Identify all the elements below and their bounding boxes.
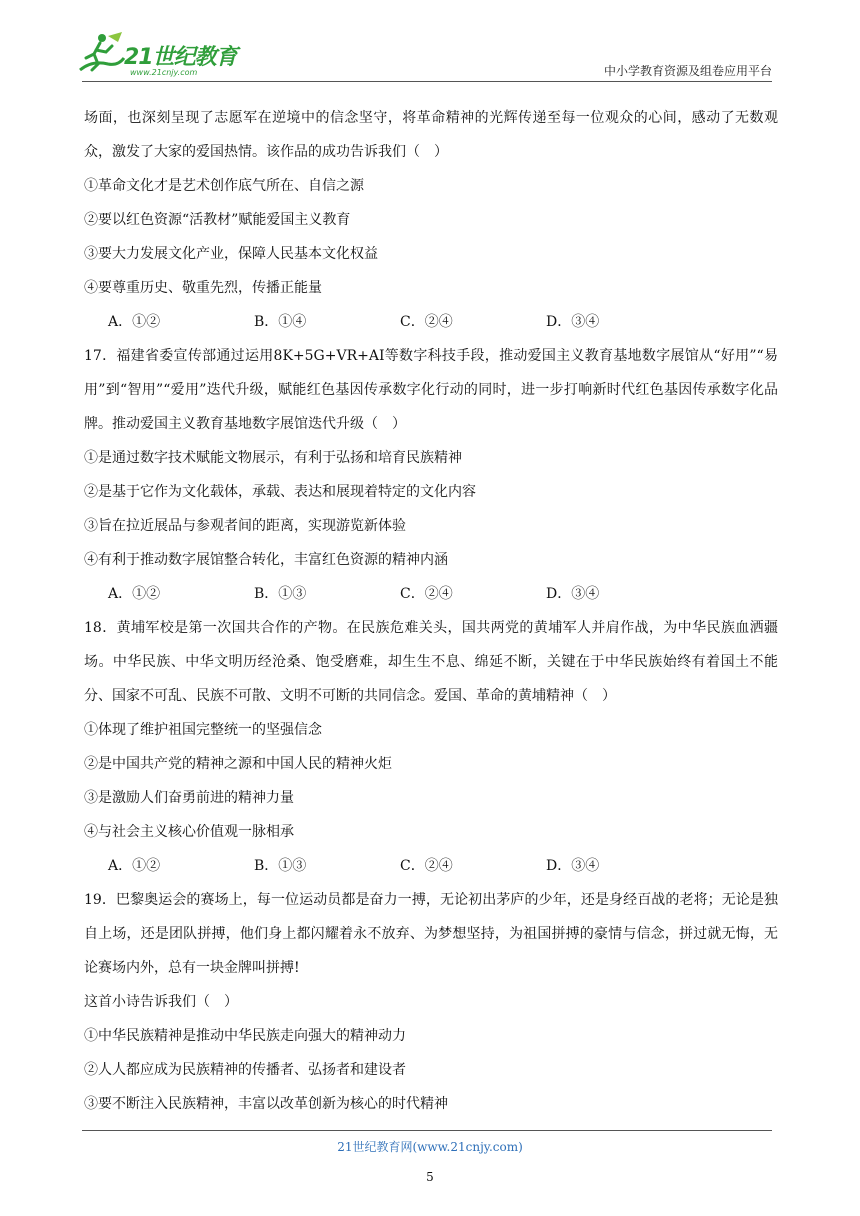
q18-option-c: C．②④ (400, 858, 453, 874)
page-number: 5 (426, 1170, 434, 1184)
q17-options (84, 577, 778, 611)
q18-option-a: A．①② (108, 858, 161, 874)
q18-item-3: ③是激励人们奋勇前进的精神力量 (84, 790, 294, 806)
q17-option-c: C．②④ (400, 586, 453, 602)
q17-item-4: ④有利于推动数字展馆整合转化，丰富红色资源的精神内涵 (84, 552, 448, 568)
q17-item-1: ①是通过数字技术赋能文物展示，有利于弘扬和培育民族精神 (84, 450, 462, 466)
q16-option-a: A．①② (108, 314, 161, 330)
q17-item-3: ③旨在拉近展品与参观者间的距离，实现游览新体验 (84, 518, 406, 534)
q16-option-c: C．②④ (400, 314, 453, 330)
logo-url: www.21cnjy.com (130, 68, 198, 77)
q18-item-4: ④与社会主义核心价值观一脉相承 (84, 824, 294, 840)
q17-option-d: D．③④ (546, 586, 600, 602)
q19-prompt: 这首小诗告诉我们（ ） (84, 994, 238, 1010)
q16-stem: 场面，也深刻呈现了志愿军在逆境中的信念坚守，将革命精神的光辉传递至每一位观众的心间，感动了无数观众，激发了大家的爱国热情。该作品的成功告诉我们（ ） (84, 110, 778, 160)
q19-item-1: ①中华民族精神是推动中华民族走向强大的精神动力 (84, 1028, 406, 1044)
q18-stem: 18．黄埔军校是第一次国共合作的产物。在民族危难关头，国共两党的黄埔军人并肩作战，为中华民族血洒疆场。中华民族、中华文明历经沧桑、饱受磨难，却生生不息、绵延不断，关键在于中华民族始终有着国土不能分、国家不可乱、民族不可散、文明不可断的共同信念。爱国、革命的黄埔精神（ ） (84, 620, 778, 704)
q16-option-d: D．③④ (546, 314, 600, 330)
runner-logo-icon (78, 30, 126, 76)
footer-site-link[interactable]: 21世纪教育网(www.21cnjy.com) (337, 1140, 523, 1154)
q18-item-2: ②是中国共产党的精神之源和中国人民的精神火炬 (84, 756, 392, 772)
site-logo (78, 30, 268, 78)
q18-option-b: B．①③ (254, 858, 307, 874)
page-header (0, 0, 860, 90)
q16-options (84, 305, 778, 339)
q17-option-a: A．①② (108, 586, 161, 602)
footer-divider (82, 1130, 772, 1131)
q17-item-2: ②是基于它作为文化载体，承载、表达和展现着特定的文化内容 (84, 484, 476, 500)
q16-item-4: ④要尊重历史、敬重先烈，传播正能量 (84, 280, 322, 296)
q16-item-2: ②要以红色资源“活教材”赋能爱国主义教育 (84, 212, 351, 228)
q18-option-d: D．③④ (546, 858, 600, 874)
q17-stem: 17．福建省委宣传部通过运用8K+5G+VR+AI等数字科技手段，推动爱国主义教育基地数字展馆从“好用”“易用”到“智用”“爱用”迭代升级，赋能红色基因传承数字化行动的同时，进一步打响新时代红色基因传承数字化品牌。推动爱国主义教育基地数字展馆迭代升级（ ） (84, 348, 778, 432)
q16-item-3: ③要大力发展文化产业，保障人民基本文化权益 (84, 246, 378, 262)
q19-stem: 19．巴黎奥运会的赛场上，每一位运动员都是奋力一搏，无论初出茅庐的少年，还是身经百战的老将；无论是独自上场，还是团队拼搏，他们身上都闪耀着永不放弃、为梦想坚持，为祖国拼搏的豪情与信念，拼过就无悔，无论赛场内外，总有一块金牌叫拼搏! (84, 892, 778, 976)
header-divider (82, 81, 772, 82)
page-content (84, 101, 778, 1121)
q18-item-1: ①体现了维护祖国完整统一的坚强信念 (84, 722, 322, 738)
q16-option-b: B．①④ (254, 314, 307, 330)
logo-title: 21世纪教育 (124, 45, 237, 70)
q18-options (84, 849, 778, 883)
q19-item-3: ③要不断注入民族精神，丰富以改革创新为核心的时代精神 (84, 1096, 448, 1112)
q16-item-1: ①革命文化才是艺术创作底气所在、自信之源 (84, 178, 364, 194)
platform-name: 中小学教育资源及组卷应用平台 (603, 64, 772, 78)
q19-item-2: ②人人都应成为民族精神的传播者、弘扬者和建设者 (84, 1062, 406, 1078)
q17-option-b: B．①③ (254, 586, 307, 602)
